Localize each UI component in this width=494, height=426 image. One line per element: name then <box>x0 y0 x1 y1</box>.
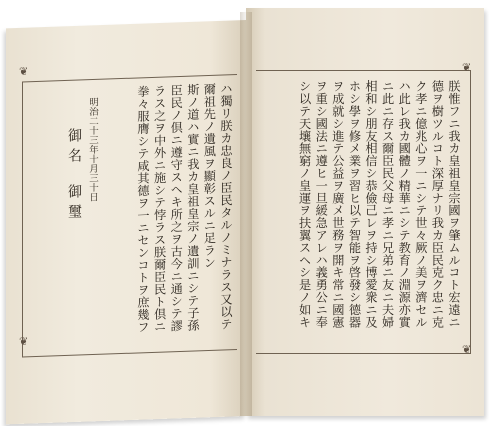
text-column: 相和シ朋友相信シ恭儉己レヲ持シ博愛衆ニ及 <box>364 80 379 328</box>
right-page-text <box>262 80 462 345</box>
corner-ornament-icon: ❦ <box>462 343 472 356</box>
text-column: 斯ノ道ハ實ニ我カ皇祖皇宗ノ遺訓ニシテ子孫 <box>185 83 200 332</box>
text-column: ハ獨リ朕カ忠良ノ臣民タルノミナラス又以テ <box>219 82 233 331</box>
book-gutter <box>240 12 252 416</box>
text-column: ラス之ヲ中外ニ施シテ悖ラス朕爾臣民ト倶ニ <box>152 84 167 333</box>
corner-ornament-icon: ❦ <box>19 335 29 348</box>
corner-ornament-icon: ❦ <box>19 65 29 78</box>
text-column: 德ヲ樹ツルコト深厚ナリ我カ臣民克ク忠ニ克 <box>430 80 445 328</box>
text-column: 爾祖先ノ遺風ヲ顯彰スルニ足ラン <box>202 82 217 270</box>
text-column: 拳々服膺シテ咸其德ヲ一ニセンコトヲ庶幾フ <box>136 84 151 334</box>
text-column: ホシ學ヲ修メ業ヲ習ヒ以テ智能ヲ啓發シ德器 <box>347 80 362 328</box>
text-column: ハ此レ我カ國體ノ精華ニシテ教育ノ淵源亦實 <box>397 80 412 328</box>
date-line: 明治二十三年十月三十日 <box>87 97 98 202</box>
text-column: 朕惟フニ我カ皇祖皇宗國ヲ肇ムルコト宏遠ニ <box>447 80 461 328</box>
text-column: シ以テ天壤無窮ノ皇運ヲ扶翼スヘシ是ノ如キ <box>297 80 312 328</box>
text-column: ヲ重シ國法ニ遵ヒ一旦緩急アレハ義勇公ニ奉 <box>314 80 329 328</box>
left-page-text <box>110 82 234 336</box>
text-column: ク孝ニ億兆心ヲ一ニシテ世々厥ノ美ヲ濟セル <box>413 80 428 328</box>
text-column: ヲ成就シ進テ公益ヲ廣メ世務ヲ開キ常ニ國憲 <box>330 80 345 328</box>
imperial-name: 御名 <box>66 128 82 168</box>
text-column: ニ此ニ存ス爾臣民父母ニ孝ニ兄弟ニ友ニ夫婦 <box>380 80 395 328</box>
text-column: 臣民ノ倶ニ遵守スヘキ所之ヲ古今ニ通シテ謬 <box>169 83 184 333</box>
imperial-seal: 御璽 <box>66 184 82 224</box>
corner-ornament-icon: ❦ <box>462 61 472 74</box>
